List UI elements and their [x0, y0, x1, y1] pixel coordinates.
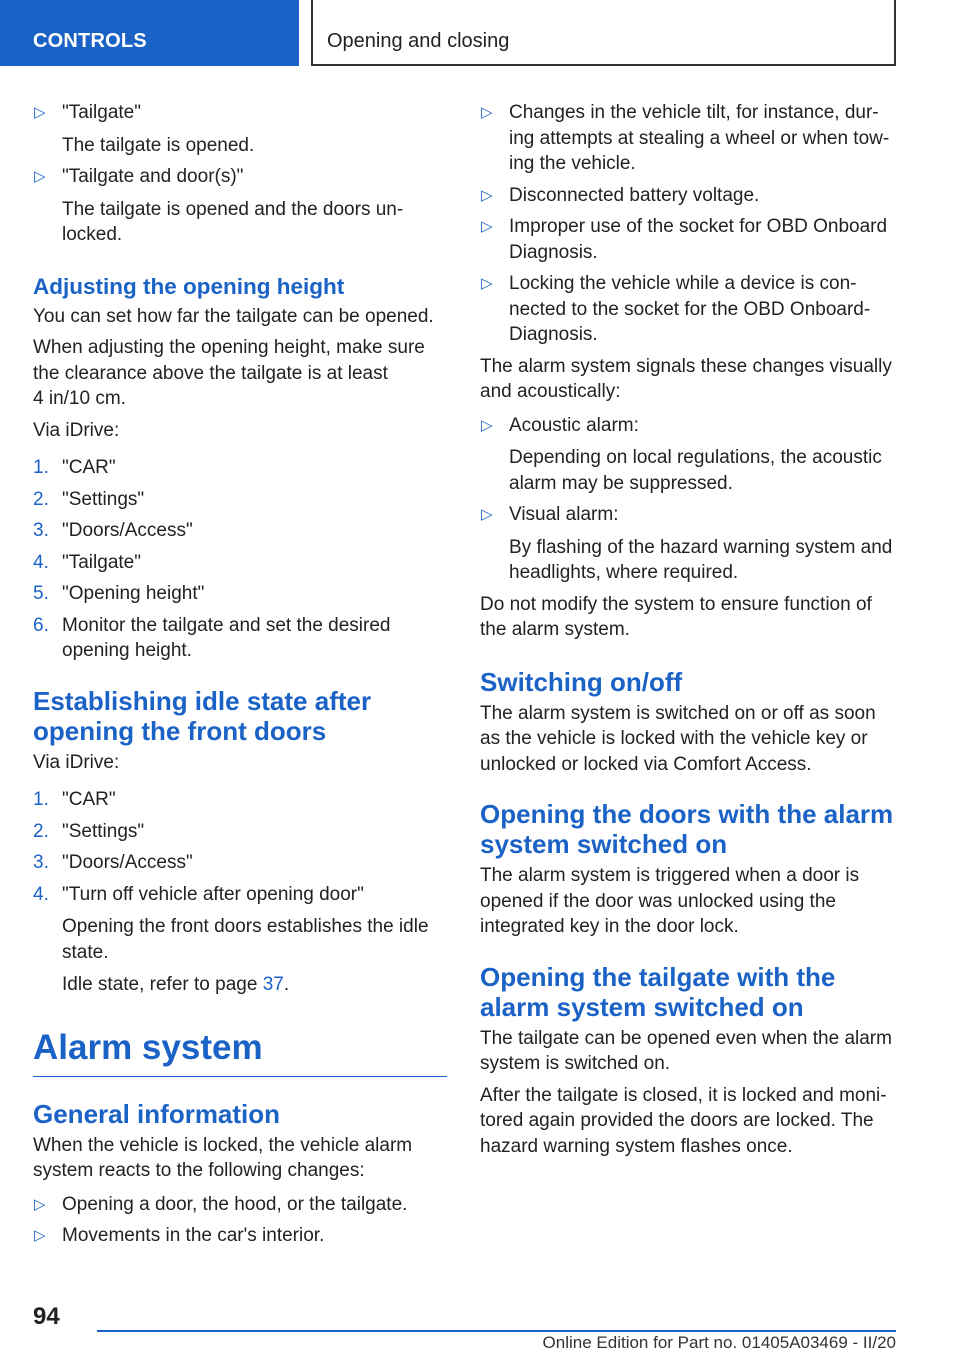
- list-item: 4. "Turn off vehicle after opening door" Opening the front doors establishes the idle state. Idle state, refer to page 37.: [33, 882, 447, 998]
- paragraph: The alarm system signals these changes visually and acoustically:: [480, 355, 892, 402]
- alarm-triggers-list: [33, 1192, 447, 1249]
- page-number: 94: [33, 1303, 60, 1330]
- paragraph: The alarm system is switched on or off as soon as the vehicle is locked with the vehicle key or unlocked or locked via Comfort Access.: [480, 702, 876, 775]
- paragraph: When the vehicle is locked, the vehicle alarm system reacts to the following changes:: [33, 1134, 413, 1181]
- triangle-right-icon: ▷: [481, 506, 493, 523]
- list-item: 1. "CAR": [33, 789, 116, 810]
- heading-establishing-idle-state: Establishing idle state after opening the front doors: [33, 685, 372, 746]
- tailgate-options-list: [33, 100, 447, 248]
- page-header: [0, 0, 960, 66]
- triangle-right-icon: ▷: [481, 275, 493, 292]
- heading-adjusting-opening-height: Adjusting the opening height: [33, 273, 345, 299]
- paragraph: The tailgate can be opened even when the alarm system is switched on.: [480, 1027, 892, 1074]
- list-item: 4. "Tailgate": [33, 551, 141, 573]
- chapter-tab: [311, 0, 896, 66]
- list-item: 2. "Settings": [33, 820, 145, 842]
- idle-steps-list: [33, 787, 447, 998]
- list-item: ▷ "Tailgate and door(s)" The tailgate is opened and the doors un-locked.: [34, 166, 404, 245]
- heading-switching-on-off: Switching on/off: [480, 666, 683, 697]
- list-item: ▷ Visual alarm: By flashing of the hazard warning system and headlights, where required.: [481, 504, 893, 583]
- triangle-right-icon: ▷: [34, 1227, 46, 1244]
- list-item: ▷ Acoustic alarm: Depending on local regulations, the acoustic alarm may be suppressed.: [481, 414, 882, 494]
- page-reference: Idle state, refer to page 37.: [62, 974, 290, 995]
- section-tab: [0, 0, 299, 66]
- triangle-right-icon: ▷: [34, 1195, 46, 1213]
- triangle-right-icon: ▷: [34, 104, 46, 121]
- triangle-right-icon: ▷: [481, 104, 493, 121]
- paragraph: Via iDrive:: [33, 751, 120, 773]
- list-item: 2. "Settings": [33, 488, 145, 510]
- alarm-triggers-list-continued: [480, 100, 896, 348]
- list-item: 3. "Doors/Access": [33, 520, 193, 541]
- list-item: ▷ Disconnected battery voltage.: [480, 183, 896, 209]
- adjust-steps-list: [33, 455, 447, 664]
- triangle-right-icon: ▷: [481, 218, 493, 235]
- list-item: ▷ Changes in the vehicle tilt, for instance, dur-ing attempts at stealing a wheel or when tow-ing the vehicle.: [481, 102, 890, 174]
- left-column: [33, 100, 447, 1255]
- footer-divider: [97, 1330, 896, 1332]
- list-item: ▷ Movements in the car's interior.: [33, 1223, 447, 1249]
- chapter-title: Opening and closing: [327, 30, 510, 52]
- paragraph: Do not modify the system to ensure function of the alarm system.: [480, 593, 872, 640]
- list-item: 3. "Doors/Access": [33, 852, 193, 873]
- paragraph: The alarm system is triggered when a door is opened if the door was unlocked using the integrated key in the door lock.: [480, 865, 860, 937]
- triangle-right-icon: ▷: [34, 168, 46, 185]
- list-item: ▷ Opening a door, the hood, or the tailgate.: [33, 1192, 447, 1218]
- paragraph: When adjusting the opening height, make sure the clearance above the tailgate is at least 4 in/10 cm.: [33, 337, 425, 409]
- list-item: ▷ "Tailgate" The tailgate is opened.: [34, 102, 255, 156]
- list-item: 6. Monitor the tailgate and set the desired opening height.: [33, 614, 391, 661]
- heading-alarm-system: Alarm system: [33, 1028, 447, 1077]
- triangle-right-icon: ▷: [481, 186, 493, 204]
- section-title: CONTROLS: [33, 30, 147, 52]
- footer-edition: Online Edition for Part no. 01405A03469 - II/20: [542, 1333, 896, 1352]
- list-item: 5. "Opening height": [33, 583, 205, 604]
- list-item: ▷ Improper use of the socket for OBD Onboard Diagnosis.: [481, 216, 888, 263]
- list-item: 1. "CAR": [33, 457, 116, 478]
- right-column: [480, 100, 896, 1165]
- page-link[interactable]: 37: [262, 974, 284, 995]
- paragraph: You can set how far the tailgate can be opened.: [33, 305, 434, 327]
- paragraph: Via iDrive:: [33, 419, 120, 441]
- list-item: ▷ Locking the vehicle while a device is con-nected to the socket for the OBD Onboard-Diagnosis.: [481, 273, 871, 345]
- paragraph: After the tailgate is closed, it is locked and moni-tored again provided the doors are locked. The hazard warning system flashes once.: [480, 1084, 887, 1157]
- triangle-right-icon: ▷: [481, 416, 493, 434]
- alarm-signals-list: [480, 413, 896, 586]
- heading-opening-tailgate-alarm-on: Opening the tailgate with the alarm system switched on: [480, 961, 836, 1022]
- heading-opening-doors-alarm-on: Opening the doors with the alarm system switched on: [480, 799, 894, 859]
- heading-general-information: General information: [33, 1098, 281, 1129]
